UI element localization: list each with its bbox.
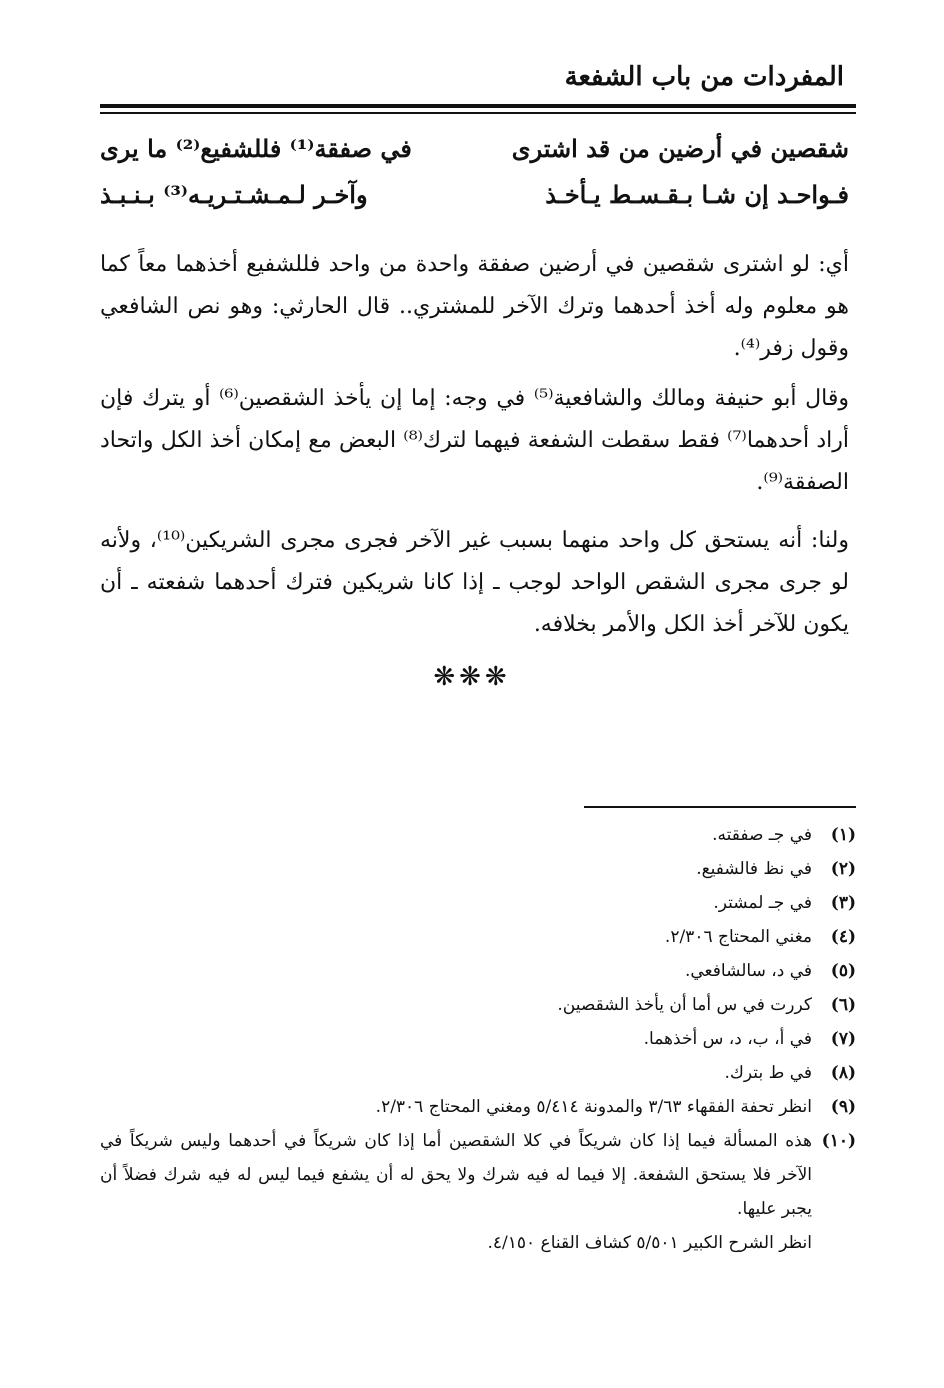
footnote bbox=[100, 1022, 856, 1056]
footnote-rule bbox=[584, 806, 856, 808]
header-rule-thin bbox=[100, 112, 856, 114]
footnote-number: (٥) bbox=[830, 961, 856, 981]
footnote-text: انظر الشرح الكبير ٥/٥٠١ كشاف القناع ٤/١٥٠. bbox=[487, 1233, 812, 1253]
verse-hemistich-second: في صفقة⁽¹⁾ فللشفيع⁽²⁾ ما يرى bbox=[100, 134, 412, 163]
footnote bbox=[100, 886, 856, 920]
footnote-text: هذه المسألة فيما إذا كان شريكاً في كلا الشقصين أما إذا كان شريكاً في أحدهما وليس شريكاً في الآخر فلا يستحق الشفعة. إلا فيما له فيه شرك ولا يحق له أن يشفع فيما ليس له فيه شرك فضلاً أن يجبر عليها. bbox=[100, 1131, 812, 1219]
footnote-text: مغني المحتاج ٢/٣٠٦. bbox=[664, 927, 812, 947]
verse-hemistich-second: وآخـر لـمـشـتـريـه⁽³⁾ بـنـبـذ bbox=[100, 180, 368, 209]
footnote-text: كررت في س أما أن يأخذ الشقصين. bbox=[557, 995, 812, 1015]
footnote-number: (٧) bbox=[830, 1029, 856, 1049]
footnote bbox=[100, 1124, 856, 1226]
footnote bbox=[100, 954, 856, 988]
footnotes bbox=[100, 818, 856, 1260]
footnote-text: في د، سالشافعي. bbox=[684, 961, 812, 981]
verse-hemistich-first: شقصين في أرضين من قد اشترى bbox=[511, 134, 849, 163]
footnote-number: (٩) bbox=[830, 1097, 856, 1117]
footnote-number: (٣) bbox=[830, 893, 856, 913]
verse-hemistich-first: فـواحـد إن شـا بـقـسـط يـأخـذ bbox=[545, 180, 849, 209]
footnote bbox=[100, 1226, 856, 1260]
footnote bbox=[100, 1056, 856, 1090]
footnote-text: في ط بترك. bbox=[724, 1063, 812, 1083]
header-rule-thick bbox=[100, 104, 856, 108]
running-head: المفردات من باب الشفعة bbox=[564, 62, 844, 92]
footnote bbox=[100, 988, 856, 1022]
footnote bbox=[100, 852, 856, 886]
body-paragraph: وقال أبو حنيفة ومالك والشافعية⁽⁵⁾ في وجه: إما إن يأخذ الشقصين⁽⁶⁾ أو يترك فإن أراد أحدهما⁽⁷⁾ فقط سقطت الشفعة فيهما لترك⁽⁸⁾ البعض مع إمكان أخذ الكل واتحاد الصفقة⁽⁹⁾. bbox=[100, 386, 849, 495]
body-paragraph: أي: لو اشترى شقصين في أرضين صفقة واحدة من واحد فللشفيع أخذهما معاً كما هو معلوم وله أخذ أحدهما وترك الآخر للمشتري.. قال الحارثي: وهو نص الشافعي وقول زفر⁽⁴⁾. bbox=[100, 252, 849, 361]
footnote-number: (٤) bbox=[830, 927, 856, 947]
footnote-text: في جـ صفقته. bbox=[712, 825, 812, 845]
footnote-number: (٦) bbox=[830, 995, 856, 1015]
body-paragraph: ولنا: أنه يستحق كل واحد منهما بسبب غير الآخر فجرى مجرى الشريكين⁽¹⁰⁾، ولأنه لو جرى مجرى الشقص الواحد لوجب ـ إذا كانا شريكين فترك أحدهما شفعته ـ أن يكون للآخر أخذ الكل والأمر بخلافه. bbox=[100, 528, 849, 637]
footnote bbox=[100, 1090, 856, 1124]
footnote-text: في نظ فالشفيع. bbox=[696, 859, 812, 879]
section-separator: ❋❋❋ bbox=[433, 662, 511, 692]
footnote-number: (٢) bbox=[830, 859, 856, 879]
footnote-text: في جـ لمشتر. bbox=[713, 893, 812, 913]
footnote-text: في أ، ب، د، س أخذهما. bbox=[643, 1029, 812, 1049]
footnote-number: (٨) bbox=[830, 1063, 856, 1083]
footnote-number bbox=[812, 1226, 856, 1260]
footnote-text: انظر تحفة الفقهاء ٣/٦٣ والمدونة ٥/٤١٤ ومغني المحتاج ٢/٣٠٦. bbox=[375, 1097, 812, 1117]
footnote bbox=[100, 818, 856, 852]
footnote-number: (١٠) bbox=[821, 1131, 856, 1151]
footnote bbox=[100, 920, 856, 954]
footnote-number: (١) bbox=[830, 825, 856, 845]
